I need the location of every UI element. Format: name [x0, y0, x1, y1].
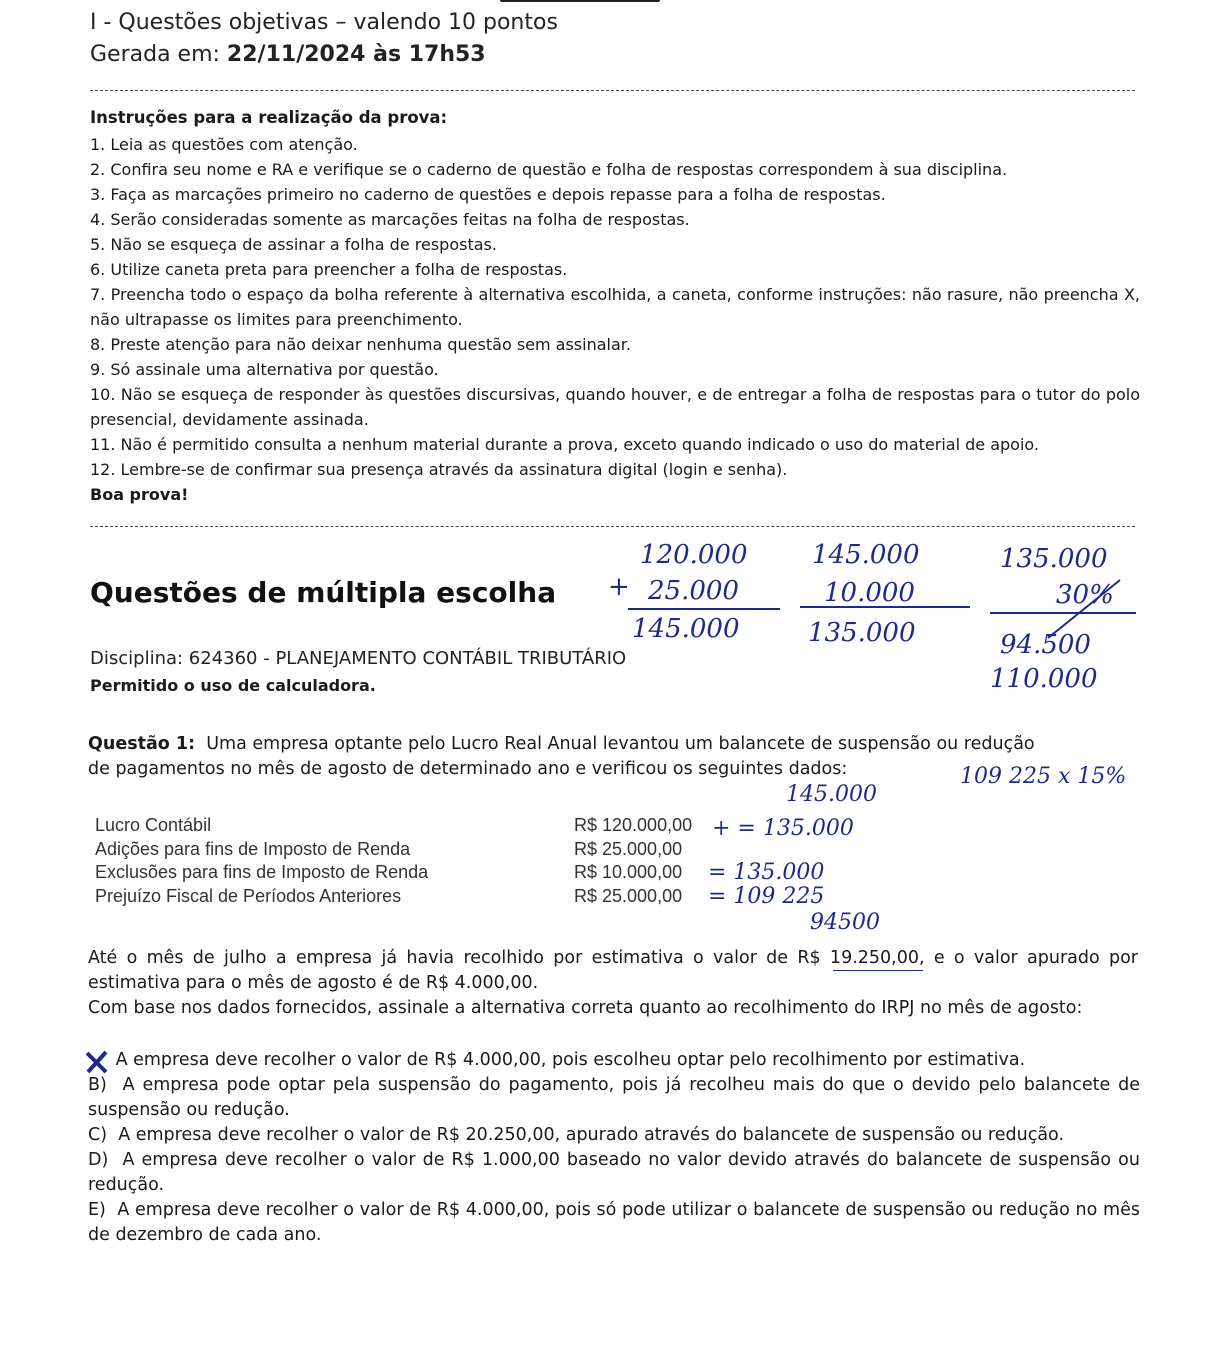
hand-underline — [833, 970, 923, 971]
hand-row4: 94500 — [810, 910, 880, 935]
instruction-item: 5. Não se esqueça de assinar a folha de respostas. — [90, 235, 497, 254]
hand-calc2-a: 145.000 — [812, 540, 920, 570]
table-row-label: Adições para fins de Imposto de Renda — [95, 838, 411, 859]
instructions-closing: Boa prova! — [90, 485, 189, 504]
instruction-item: 9. Só assinale uma alternativa por questão. — [90, 360, 439, 379]
option-a-text: A empresa deve recolher o valor de R$ 4.000,00, pois escolheu optar pelo recolhimento por estimativa. — [115, 1050, 1026, 1070]
hand-note-right: 109 225 x 15% — [960, 764, 1127, 789]
option-a[interactable] — [88, 1048, 1140, 1073]
hand-calc1-result: 145.000 — [632, 614, 740, 644]
instruction-item: 1. Leia as questões com atenção. — [90, 135, 358, 154]
table-row-label: Prejuízo Fiscal de Períodos Anteriores — [95, 885, 402, 906]
exam-subtitle: I - Questões objetivas – valendo 10 pontos — [90, 10, 558, 35]
instruction-item: 10. Não se esqueça de responder às questões discursivas, quando houver, e de entregar a folha de respostas para o tutor do polo presencial, devidamente assinada. — [90, 385, 1140, 429]
hand-calc1-plus: + — [608, 572, 630, 602]
question1-label: Questão 1: — [88, 734, 196, 754]
divider-bottom — [90, 526, 1135, 527]
hand-calc2-b: 10.000 — [824, 578, 915, 608]
hand-row2: = 135.000 — [708, 860, 825, 885]
hand-calc1-b: 25.000 — [648, 576, 739, 606]
table-row-label: Lucro Contábil — [95, 815, 212, 835]
table-row-value: R$ 10.000,00 — [574, 862, 683, 882]
divider-top — [90, 90, 1135, 91]
discipline-line: Disciplina: 624360 - PLANEJAMENTO CONTÁBIL TRIBUTÁRIO — [90, 648, 627, 669]
instruction-item: 11. Não é permitido consulta a nenhum material durante a prova, exceto quando indicado o uso do material de apoio. — [90, 435, 1039, 454]
instruction-item: 4. Serão consideradas somente as marcações feitas na folha de respostas. — [90, 210, 690, 229]
section-title: Questões de múltipla escolha — [90, 576, 557, 609]
option-c[interactable]: C) A empresa deve recolher o valor de R$ 20.250,00, apurado através do balancete de suspensão ou redução. — [88, 1125, 1065, 1145]
instructions-title: Instruções para a realização da prova: — [90, 108, 448, 127]
prompt-text: Com base nos dados fornecidos, assinale a alternativa correta quanto ao recolhimento do IRPJ no mês de agosto: — [88, 998, 1083, 1018]
hand-calc1-a: 120.000 — [640, 540, 748, 570]
question1-text-line2: de pagamentos no mês de agosto de determinado ano e verificou os seguintes dados: — [88, 759, 848, 779]
instruction-item: 8. Preste atenção para não deixar nenhuma questão sem assinalar. — [90, 335, 631, 354]
hand-calc3-final: 110.000 — [990, 664, 1098, 694]
question1-text-line1: Uma empresa optante pelo Lucro Real Anual levantou um balancete de suspensão ou redução — [206, 734, 1035, 754]
question1-context — [88, 946, 1138, 1021]
generated-line — [90, 42, 486, 67]
hand-note-top: 145.000 — [786, 782, 877, 807]
hand-calc3-b: 30% — [1056, 580, 1114, 610]
hand-calc3-a: 135.000 — [1000, 544, 1108, 574]
option-d[interactable]: D) A empresa deve recolher o valor de R$ 1.000,00 baseado no valor devido através do balancete de suspensão ou redução. — [88, 1150, 1140, 1195]
calculator-note: Permitido o uso de calculadora. — [90, 676, 376, 695]
instruction-item: 6. Utilize caneta preta para preencher a folha de respostas. — [90, 260, 568, 279]
table-row-value: R$ 25.000,00 — [574, 838, 683, 859]
option-a-letter — [88, 1048, 110, 1073]
hand-x-mark-icon — [84, 1050, 110, 1074]
hand-calc3-result: 94.500 — [1000, 630, 1091, 660]
instruction-item: 12. Lembre-se de confirmar sua presença através da assinatura digital (login e senha). — [90, 460, 788, 479]
option-e[interactable]: E) A empresa deve recolher o valor de R$ 4.000,00, pois só pode utilizar o balancete de suspensão ou redução no mês de dezembro de cada ano. — [88, 1200, 1140, 1245]
option-b[interactable]: B) A empresa pode optar pela suspensão do pagamento, pois já recolheu mais do que o devido pelo balancete de suspensão ou redução. — [88, 1075, 1140, 1120]
instructions-list — [90, 132, 1140, 507]
table-row-value: R$ 25.000,00 — [574, 885, 683, 906]
cut-off-title — [500, 0, 660, 2]
table-row-value: R$ 120.000,00 — [574, 815, 693, 835]
options-list — [88, 1048, 1140, 1248]
data-table-values — [574, 814, 692, 908]
instruction-item: 3. Faça as marcações primeiro no caderno de questões e depois repasse para a folha de respostas. — [90, 185, 886, 204]
instruction-item: 2. Confira seu nome e RA e verifique se o caderno de questão e folha de respostas correspondem à sua disciplina. — [90, 160, 1008, 179]
table-row-label: Exclusões para fins de Imposto de Renda — [95, 862, 429, 882]
context-text: Até o mês de julho a empresa já havia recolhido por estimativa o valor de R$ 19.250,00, e o valor apurado por estimativa para o mês de agosto é de R$ 4.000,00. — [88, 948, 1138, 993]
generated-date: 22/11/2024 às 17h53 — [226, 42, 486, 67]
hand-row3: = 109 225 — [708, 884, 825, 909]
instruction-item: 7. Preencha todo o espaço da bolha referente à alternativa escolhida, a caneta, conforme instruções: não rasure, não preencha X, não ultrapasse os limites para preenchimento. — [90, 285, 1140, 329]
hand-calc2-line — [800, 606, 970, 608]
generated-prefix: Gerada em: — [90, 42, 227, 67]
hand-calc2-result: 135.000 — [808, 618, 916, 648]
hand-calc1-line — [628, 608, 780, 610]
data-table-labels — [95, 814, 428, 908]
hand-cross-out-icon — [1040, 574, 1130, 644]
hand-row1: + = 135.000 — [712, 816, 854, 841]
